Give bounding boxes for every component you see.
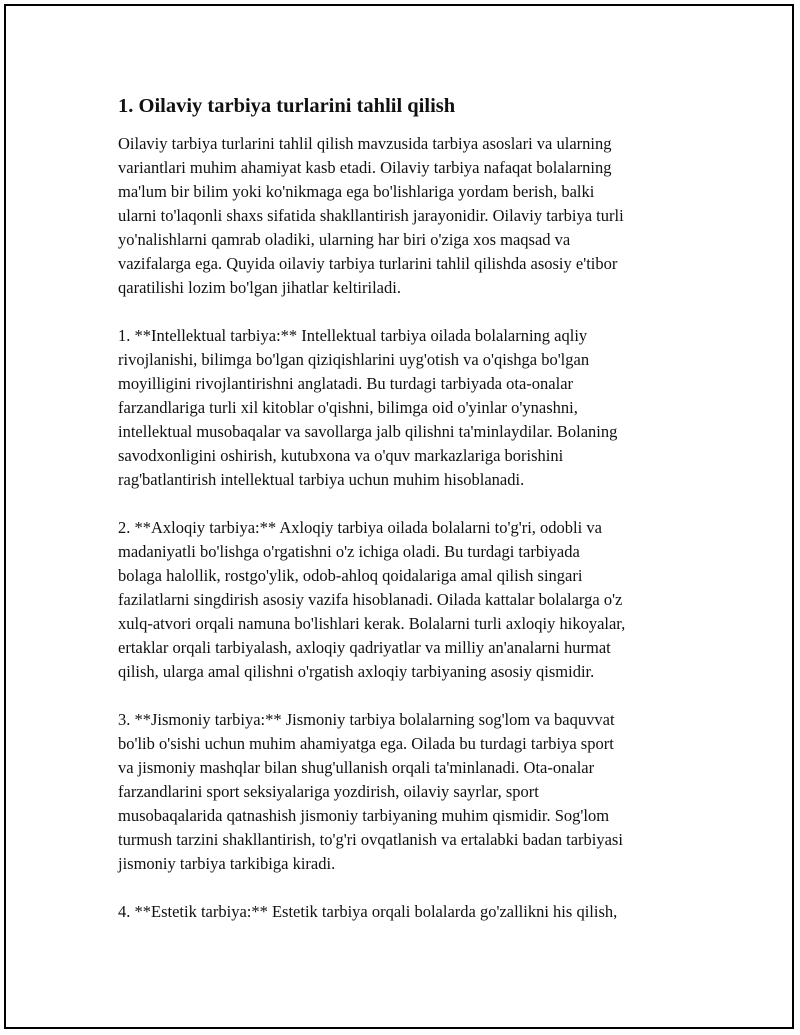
- document-body: [118, 92, 688, 948]
- text-line: bo'lib o'sishi uchun muhim ahamiyatga ega. Oilada bu turdagi tarbiya sport: [118, 734, 614, 753]
- text-line: qaratilishi lozim bo'lgan jihatlar keltiriladi.: [118, 278, 401, 297]
- text-line: savodxonligini oshirish, kutubxona va o'quv markazlariga borishini: [118, 446, 564, 465]
- text-line: rag'batlantirish intellektual tarbiya uchun muhim hisoblanadi.: [118, 470, 525, 489]
- text-line: 4. **Estetik tarbiya:** Estetik tarbiya orqali bolalarda go'zallikni his qilish,: [118, 902, 618, 921]
- intro-paragraph: [118, 132, 688, 300]
- text-line: Oilaviy tarbiya turlarini tahlil qilish mavzusida tarbiya asoslari va ularning: [118, 134, 612, 153]
- moral-upbringing-paragraph: [118, 516, 688, 684]
- text-line: bolaga halollik, rostgo'ylik, odob-ahloq qoidalariga amal qilish singari: [118, 566, 583, 585]
- text-line: variantlari muhim ahamiyat kasb etadi. Oilaviy tarbiya nafaqat bolalarning: [118, 158, 612, 177]
- text-line: rivojlanishi, bilimga bo'lgan qiziqishlarini uyg'otish va o'qishga bo'lgan: [118, 350, 590, 369]
- text-line: intellektual musobaqalar va savollarga jalb qilishni ta'minlaydilar. Bolaning: [118, 422, 618, 441]
- text-line: 3. **Jismoniy tarbiya:** Jismoniy tarbiya bolalarning sog'lom va baquvvat: [118, 710, 615, 729]
- text-line: turmush tarzini shakllantirish, to'g'ri ovqatlanish va ertalabki badan tarbiyasi: [118, 830, 623, 849]
- text-line: moyilligini rivojlantirishni anglatadi. Bu turdagi tarbiyada ota-onalar: [118, 374, 574, 393]
- text-line: ma'lum bir bilim yoki ko'nikmaga ega bo'lishlariga yordam berish, balki: [118, 182, 595, 201]
- text-line: va jismoniy mashqlar bilan shug'ullanish orqali ta'minlanadi. Ota-onalar: [118, 758, 595, 777]
- text-line: fazilatlarni singdirish asosiy vazifa hisoblanadi. Oilada kattalar bolalarga o'z: [118, 590, 623, 609]
- intellectual-upbringing-paragraph: [118, 324, 688, 492]
- text-line: 1. **Intellektual tarbiya:** Intellektual tarbiya oilada bolalarning aqliy: [118, 326, 588, 345]
- text-line: xulq-atvori orqali namuna bo'lishlari kerak. Bolalarni turli axloqiy hikoyalar,: [118, 614, 626, 633]
- text-line: qilish, ularga amal qilishni o'rgatish axloqiy tarbiyaning asosiy qismidir.: [118, 662, 595, 681]
- text-line: jismoniy tarbiya tarkibiga kiradi.: [118, 854, 336, 873]
- text-line: ularni to'laqonli shaxs sifatida shakllantirish jarayonidir. Oilaviy tarbiya turli: [118, 206, 624, 225]
- text-line: musobaqalarida qatnashish jismoniy tarbiyaning muhim qismidir. Sog'lom: [118, 806, 610, 825]
- text-line: yo'nalishlarni qamrab oladiki, ularning har biri o'ziga xos maqsad va: [118, 230, 571, 249]
- text-line: farzandlariga turli xil kitoblar o'qishni, bilimga oid o'yinlar o'ynashni,: [118, 398, 578, 417]
- document-title: 1. Oilaviy tarbiya turlarini tahlil qilish: [118, 95, 456, 117]
- aesthetic-upbringing-paragraph: [118, 900, 688, 924]
- physical-upbringing-paragraph: [118, 708, 688, 876]
- text-line: madaniyatli bo'lishga o'rgatishni o'z ichiga oladi. Bu turdagi tarbiyada: [118, 542, 580, 561]
- text-line: vazifalarga ega. Quyida oilaviy tarbiya turlarini tahlil qilishda asosiy e'tibor: [118, 254, 618, 273]
- text-line: 2. **Axloqiy tarbiya:** Axloqiy tarbiya oilada bolalarni to'g'ri, odobli va: [118, 518, 602, 537]
- text-line: farzandlarini sport seksiyalariga yozdirish, oilaviy sayrlar, sport: [118, 782, 539, 801]
- text-line: ertaklar orqali tarbiyalash, axloqiy qadriyatlar va milliy an'analarni hurmat: [118, 638, 611, 657]
